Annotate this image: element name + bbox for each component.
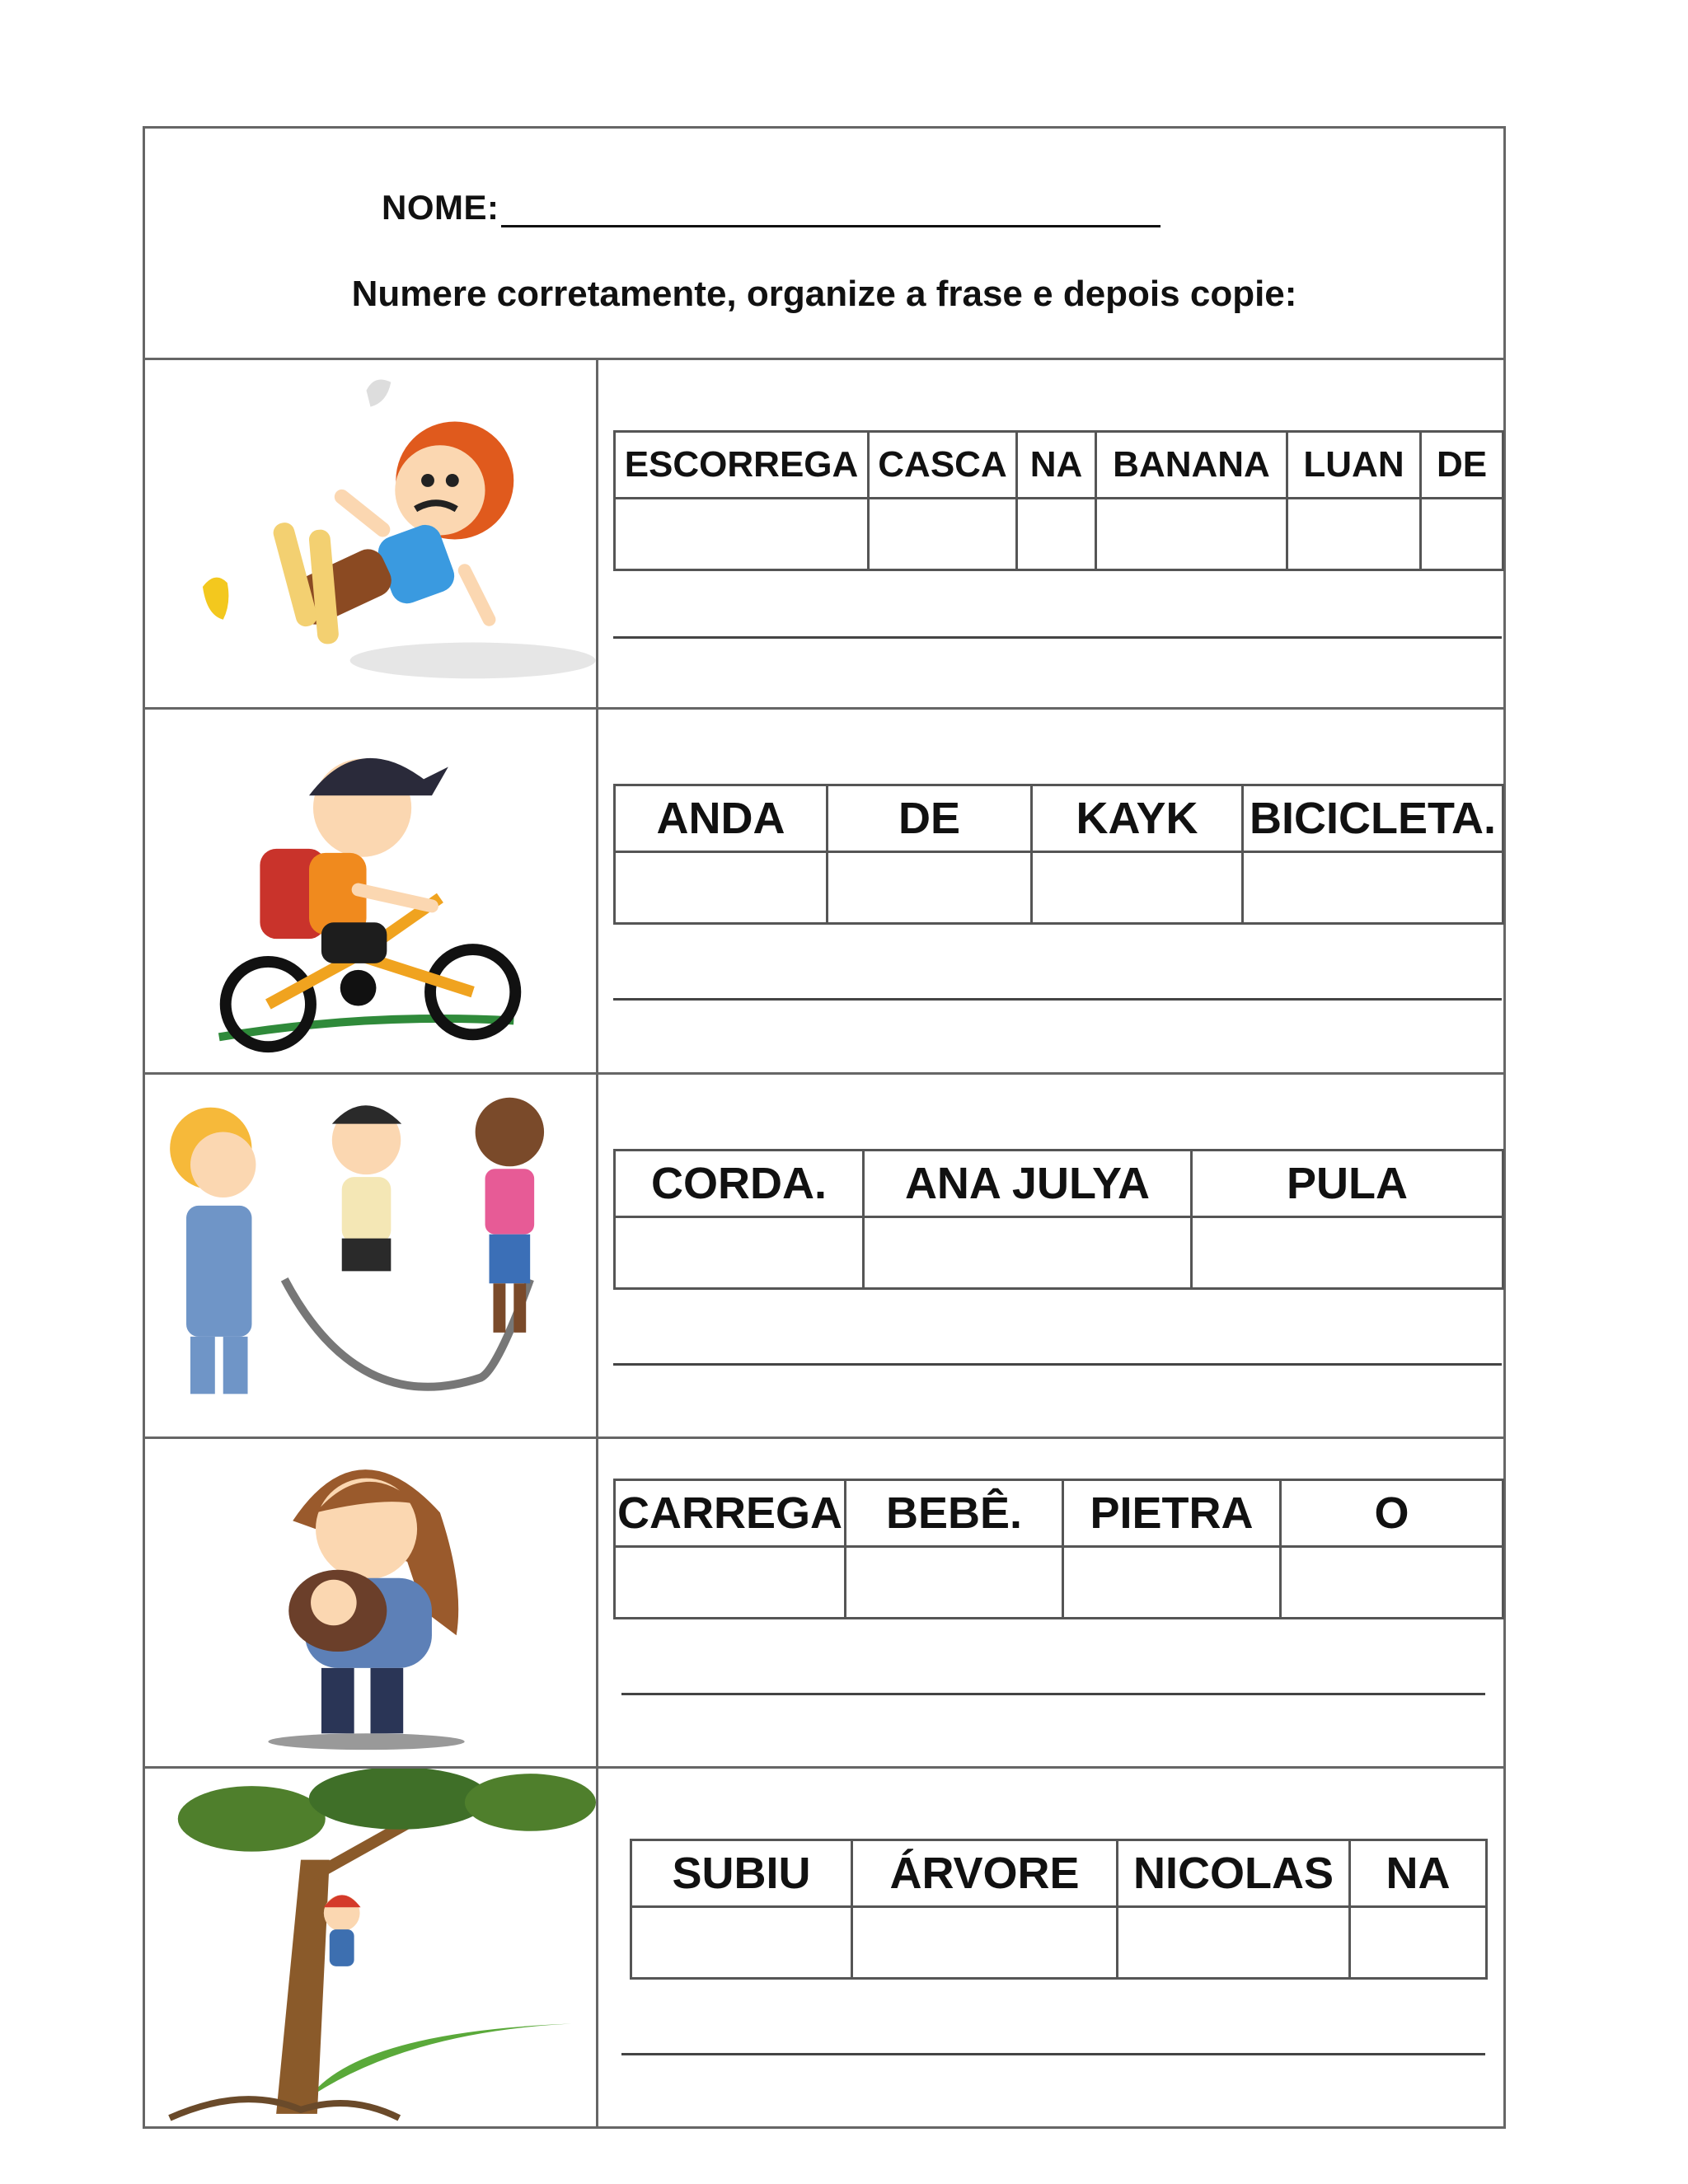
word-cell: DE	[1421, 432, 1503, 499]
word-cell: SUBIU	[631, 1840, 852, 1907]
copy-sentence-line[interactable]	[613, 636, 1502, 639]
word-cell: O	[1281, 1480, 1503, 1547]
mother-baby-icon	[145, 1439, 596, 1766]
word-cell: NA	[1350, 1840, 1487, 1907]
number-box[interactable]	[615, 852, 828, 924]
word-cell: ANDA	[615, 785, 828, 852]
instruction-text: Numere corretamente, organize a frase e depois copie:	[351, 274, 1297, 314]
word-table	[630, 1839, 1488, 1980]
word-cell: KAYK	[1032, 785, 1243, 852]
number-box[interactable]	[1287, 499, 1421, 570]
word-table	[613, 784, 1504, 925]
copy-sentence-line[interactable]	[613, 1363, 1502, 1366]
word-table	[613, 1149, 1504, 1290]
boy-climbing-tree-icon	[145, 1769, 596, 2129]
word-cell: CORDA.	[615, 1151, 864, 1217]
number-box[interactable]	[615, 1547, 846, 1619]
copy-sentence-line[interactable]	[621, 2053, 1485, 2055]
illustration-cell	[145, 358, 598, 707]
number-box[interactable]	[852, 1907, 1118, 1979]
number-box[interactable]	[1118, 1907, 1350, 1979]
number-box[interactable]	[615, 499, 869, 570]
exercise-row-1	[145, 358, 1503, 710]
word-cell: NICOLAS	[1118, 1840, 1350, 1907]
exercise-row-4	[145, 1439, 1503, 1769]
number-box[interactable]	[869, 499, 1017, 570]
number-box[interactable]	[1096, 499, 1287, 570]
exercise-row-2	[145, 710, 1503, 1075]
word-cell: BICICLETA.	[1243, 785, 1503, 852]
word-cell: CARREGA	[615, 1480, 846, 1547]
number-box[interactable]	[1063, 1547, 1281, 1619]
worksheet-header	[145, 129, 1503, 360]
word-cell: ESCORREGA	[615, 432, 869, 499]
number-box[interactable]	[631, 1907, 852, 1979]
boy-slipping-icon	[145, 358, 596, 707]
word-cell: CASCA	[869, 432, 1017, 499]
illustration-cell	[145, 1769, 598, 2129]
copy-sentence-line[interactable]	[621, 1693, 1485, 1695]
illustration-cell	[145, 1075, 598, 1436]
number-box[interactable]	[1017, 499, 1096, 570]
boy-bicycle-icon	[145, 710, 596, 1072]
exercise-row-5	[145, 1769, 1503, 2129]
number-box[interactable]	[1243, 852, 1503, 924]
name-write-line[interactable]	[501, 192, 1160, 227]
number-box[interactable]	[864, 1217, 1192, 1289]
name-label: NOME:	[382, 188, 499, 227]
name-field	[382, 188, 1160, 227]
illustration-cell	[145, 710, 598, 1072]
word-cell: DE	[828, 785, 1032, 852]
word-cell: BEBÊ.	[846, 1480, 1063, 1547]
word-table	[613, 430, 1504, 571]
word-cell: BANANA	[1096, 432, 1287, 499]
illustration-cell	[145, 1439, 598, 1766]
number-box[interactable]	[615, 1217, 864, 1289]
word-cell: PULA	[1192, 1151, 1503, 1217]
number-box[interactable]	[828, 852, 1032, 924]
worksheet	[143, 126, 1506, 2129]
copy-sentence-line[interactable]	[613, 998, 1502, 1001]
number-box[interactable]	[1032, 852, 1243, 924]
word-cell: PIETRA	[1063, 1480, 1281, 1547]
jump-rope-kids-icon	[145, 1075, 596, 1436]
number-box[interactable]	[1350, 1907, 1487, 1979]
number-box[interactable]	[846, 1547, 1063, 1619]
word-cell: ÁRVORE	[852, 1840, 1118, 1907]
number-box[interactable]	[1281, 1547, 1503, 1619]
word-cell: LUAN	[1287, 432, 1421, 499]
number-box[interactable]	[1192, 1217, 1503, 1289]
exercise-row-3	[145, 1075, 1503, 1439]
word-cell: NA	[1017, 432, 1096, 499]
number-box[interactable]	[1421, 499, 1503, 570]
word-table	[613, 1479, 1504, 1619]
word-cell: ANA JULYA	[864, 1151, 1192, 1217]
